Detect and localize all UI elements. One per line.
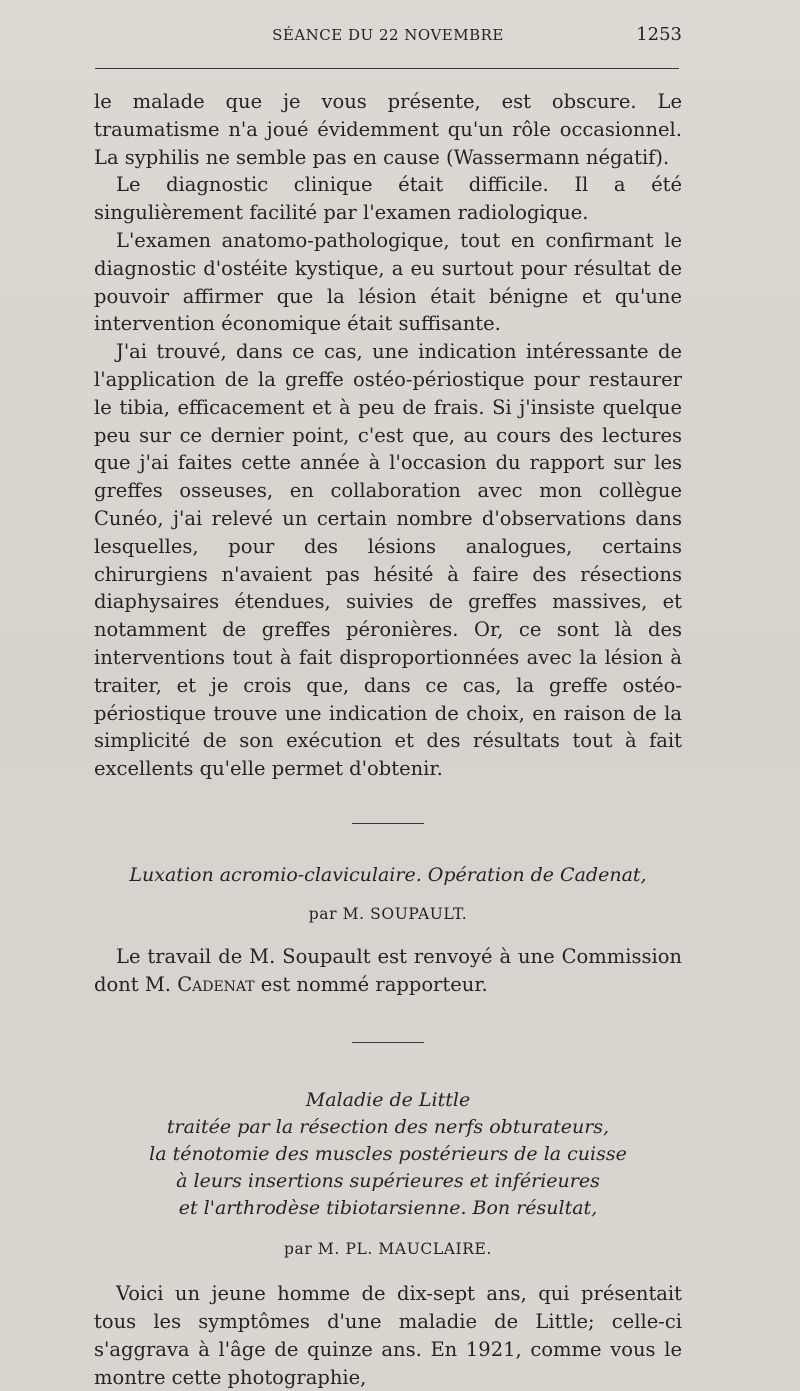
paragraph: L'examen anatomo-pathologique, tout en confirmant le diagnostic d'ostéite kystique, a eu surtout pour résultat de pouvoir affirmer que la lésion était bénigne et qu'une intervention économique était suffisante. [94,228,682,336]
page-number: 1253 [636,24,682,45]
section-title: Luxation acromio-claviculaire. Opération de Cadenat, [129,863,647,886]
rapporteur-name: Cadenat [177,972,255,996]
section-title-block [94,1087,682,1222]
page-body [94,88,682,1391]
running-head: SÉANCE DU 22 NOVEMBRE [272,26,504,44]
section-divider [352,823,424,824]
section-title-line: traitée par la résection des nerfs obturateurs, [166,1116,610,1139]
paragraph-text-end: est nommé rapporteur. [254,972,488,996]
section-title-line: à leurs insertions supérieures et inférieures [176,1170,600,1193]
section-title-line: la ténotomie des muscles postérieurs de la cuisse [149,1143,627,1166]
paragraph: le malade que je vous présente, est obscure. Le traumatisme n'a joué évidemment qu'un rôle occasionnel. La syphilis ne semble pas en cause (Wassermann négatif). [94,90,682,169]
paragraph-text: Le travail de M. Soupault est renvoyé à une Commission dont M. [94,944,682,996]
section-author: par M. PL. MAUCLAIRE. [284,1240,492,1259]
section-divider [352,1042,424,1043]
section-author: par M. SOUPAULT. [308,904,468,923]
page-header [94,22,682,50]
paragraph [94,943,682,999]
paragraph: Voici un jeune homme de dix-sept ans, qui présentait tous les symptômes d'une maladie de Little; celle-ci s'aggrava à l'âge de quinze ans. En 1921, comme vous le montre cette photographie, [94,1282,682,1389]
paragraph: J'ai trouvé, dans ce cas, une indication intéressante de l'application de la greffe ostéo-périostique pour restaurer le tibia, efficacement et à peu de frais. Si j'insiste quelque peu sur ce dernier point, c'est que, au cours des lectures que j'ai faites cette année à l'occasion du rapport sur les greffes osseuses, en collaboration avec mon collègue Cunéo, j'ai relevé un certain nombre d'observations dans lesquelles, pour des lésions analogues, certains chirurgiens n'avaient pas hésité à faire des résections diaphysaires étendues, suivies de greffes massives, et notamment de greffes péronières. Or, ce sont là des interventions tout à fait disproportionnées avec la lésion à traiter, et je crois que, dans ce cas, la greffe ostéo-périostique trouve une indication de choix, en raison de la simplicité de son exécution et des résultats tout à fait excellents qu'elle permet d'obtenir. [94,340,682,781]
section-title-line: Maladie de Little [305,1089,471,1112]
section-title-line: et l'arthrodèse tibiotarsienne. Bon résultat, [178,1197,598,1220]
paragraph: Le diagnostic clinique était difficile. Il a été singulièrement facilité par l'examen radiologique. [94,173,682,225]
header-rule [95,68,679,69]
